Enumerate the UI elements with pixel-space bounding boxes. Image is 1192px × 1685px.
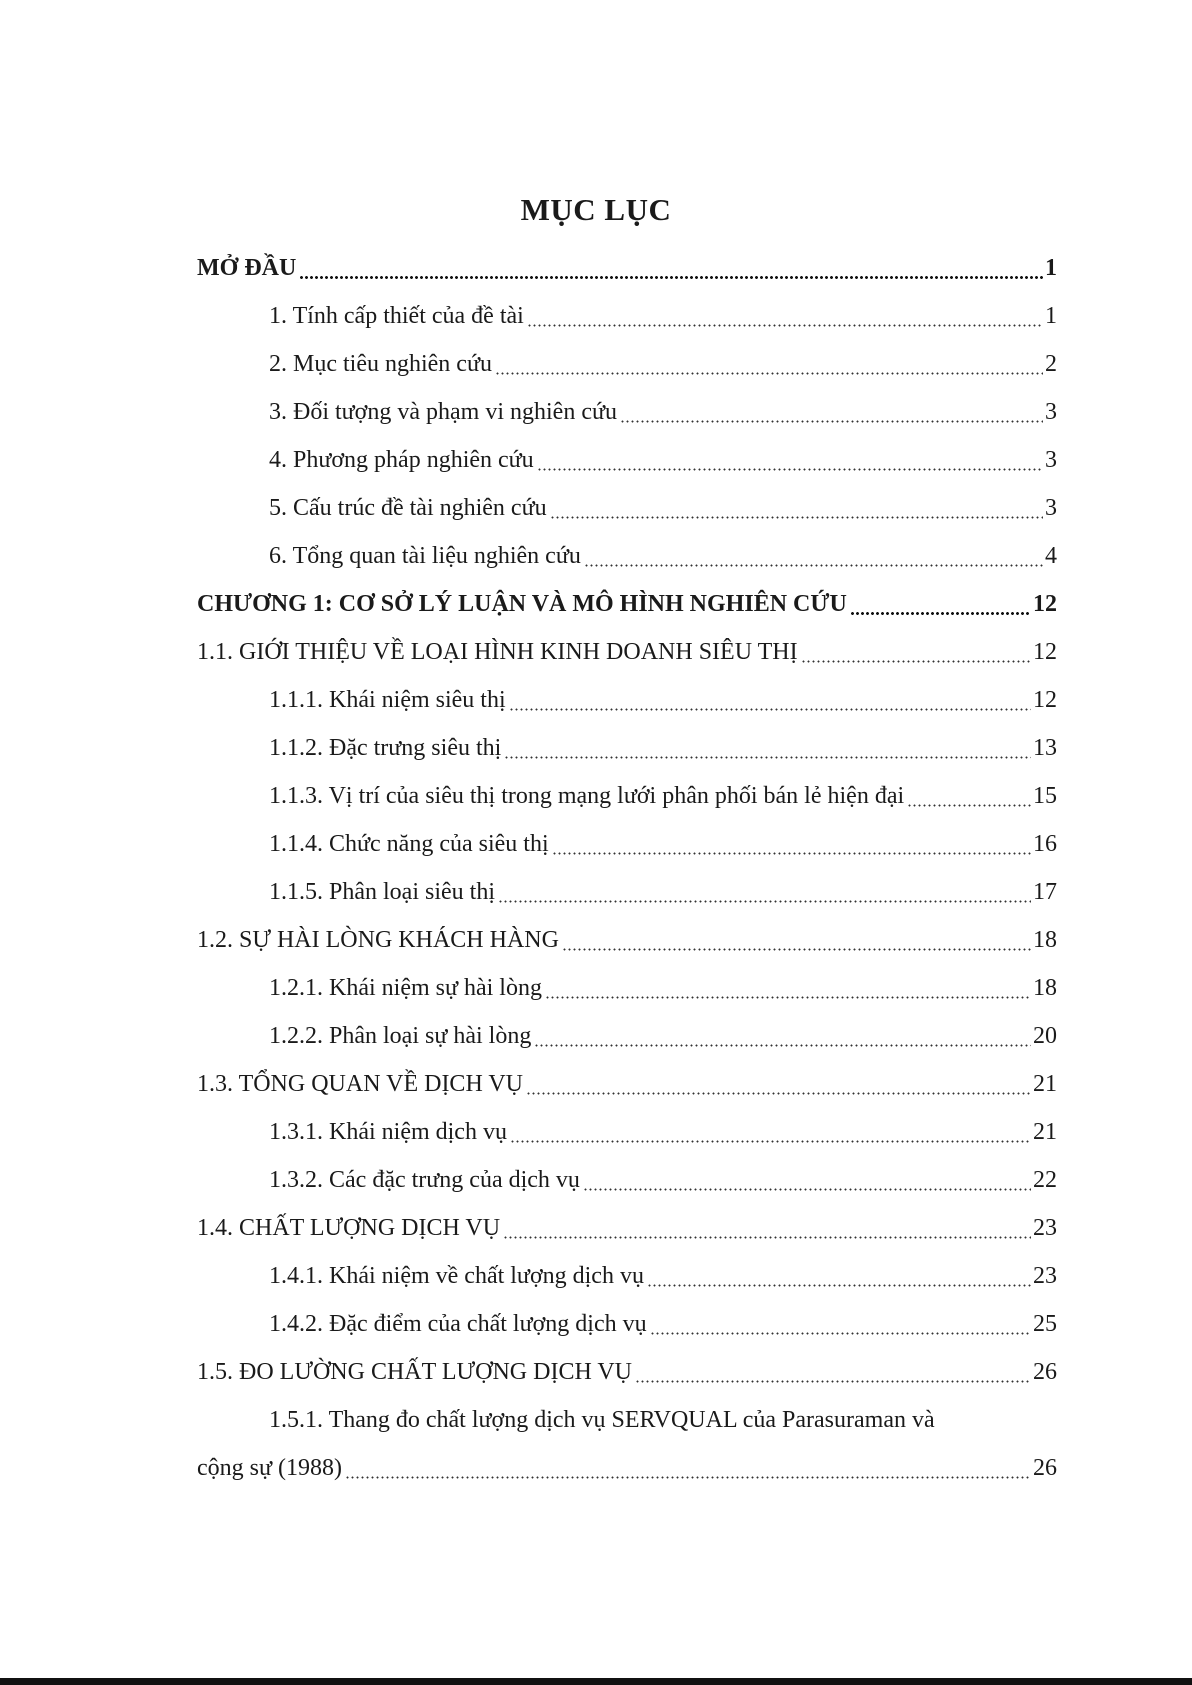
toc-page-number: 22	[1033, 1166, 1057, 1193]
toc-page-number: 23	[1033, 1214, 1057, 1241]
toc-page-number: 25	[1033, 1310, 1057, 1337]
toc-page-number: 18	[1033, 926, 1057, 953]
toc-entry[interactable]	[197, 292, 1057, 340]
dot-leader	[584, 544, 1043, 568]
toc-entry-text: 1.1.2. Đặc trưng siêu thị	[269, 734, 502, 761]
toc-page-number: 2	[1045, 350, 1057, 377]
toc-entry-text: 3. Đối tượng và phạm vi nghiên cứu	[269, 398, 617, 425]
dot-leader	[550, 496, 1043, 520]
toc-entry-text: 1.4.1. Khái niệm về chất lượng dịch vụ	[269, 1262, 644, 1289]
toc-entry[interactable]	[197, 628, 1057, 676]
toc-entry[interactable]	[197, 1060, 1057, 1108]
toc-entry[interactable]	[197, 916, 1057, 964]
toc-entry-text: MỞ ĐẦU	[197, 254, 297, 281]
toc-page-number: 21	[1033, 1070, 1057, 1097]
toc-entry[interactable]	[197, 580, 1057, 628]
dot-leader	[504, 736, 1031, 760]
toc-page-number: 26	[1033, 1358, 1057, 1385]
toc-page-number: 20	[1033, 1022, 1057, 1049]
dot-leader	[510, 1120, 1031, 1144]
dot-leader	[583, 1168, 1031, 1192]
toc-entry[interactable]	[197, 388, 1057, 436]
toc-entry[interactable]	[197, 484, 1057, 532]
toc-page-number: 12	[1033, 590, 1057, 617]
toc-entry-text: 1.3.2. Các đặc trưng của dịch vụ	[269, 1166, 580, 1193]
dot-leader	[801, 640, 1031, 664]
toc-entry[interactable]	[197, 724, 1057, 772]
toc-page-number: 16	[1033, 830, 1057, 857]
toc-entry-text: 1.1.5. Phân loại siêu thị	[269, 878, 495, 905]
toc-title: MỤC LỤC	[520, 192, 672, 227]
toc-entry-text: 1.4.2. Đặc điểm của chất lượng dịch vụ	[269, 1310, 647, 1337]
toc-page-number: 23	[1033, 1262, 1057, 1289]
toc-page-number: 13	[1033, 734, 1057, 761]
toc-page-number: 26	[1033, 1454, 1057, 1481]
toc-page-number: 12	[1033, 638, 1057, 665]
toc-entry[interactable]	[197, 868, 1057, 916]
toc-page-number: 21	[1033, 1118, 1057, 1145]
toc-entry[interactable]	[197, 1012, 1057, 1060]
dot-leader	[495, 352, 1043, 376]
toc-entry-text: 1.2. SỰ HÀI LÒNG KHÁCH HÀNG	[197, 926, 559, 953]
toc-entry-wrapped-first-line[interactable]	[197, 1396, 1057, 1444]
toc-entry-wrapped-second-line[interactable]	[197, 1444, 1057, 1492]
toc-entry-text: 1.4. CHẤT LƯỢNG DỊCH VỤ	[197, 1214, 501, 1241]
toc-entry-text: 1.5.1. Thang đo chất lượng dịch vụ SERVQUAL của Parasuraman và	[269, 1406, 935, 1433]
dot-leader	[345, 1456, 1031, 1480]
toc-entry[interactable]	[197, 436, 1057, 484]
dot-leader	[545, 976, 1031, 1000]
toc-entry-text: 6. Tổng quan tài liệu nghiên cứu	[269, 542, 581, 569]
toc-page-number: 18	[1033, 974, 1057, 1001]
toc-entry-text: 1.2.1. Khái niệm sự hài lòng	[269, 974, 542, 1001]
toc-page-number: 3	[1045, 446, 1057, 473]
dot-leader	[537, 448, 1043, 472]
bottom-border	[0, 1678, 1192, 1685]
dot-leader	[647, 1264, 1031, 1288]
toc-entry[interactable]	[197, 772, 1057, 820]
toc-entry-text: CHƯƠNG 1: CƠ SỞ LÝ LUẬN VÀ MÔ HÌNH NGHIÊN CỨU	[197, 590, 847, 617]
toc-page-number: 4	[1045, 542, 1057, 569]
dot-leader	[509, 688, 1031, 712]
dot-leader	[299, 256, 1043, 280]
toc-entry[interactable]	[197, 964, 1057, 1012]
toc-entry-text: 1.2.2. Phân loại sự hài lòng	[269, 1022, 532, 1049]
dot-leader	[650, 1312, 1031, 1336]
toc-entry[interactable]	[197, 820, 1057, 868]
toc-list	[197, 244, 1057, 1492]
toc-entry[interactable]	[197, 676, 1057, 724]
dot-leader	[562, 928, 1031, 952]
toc-page-number: 1	[1045, 254, 1057, 281]
toc-entry-text: 1.1. GIỚI THIỆU VỀ LOẠI HÌNH KINH DOANH SIÊU THỊ	[197, 638, 798, 665]
dot-leader	[620, 400, 1043, 424]
toc-entry-text: 2. Mục tiêu nghiên cứu	[269, 350, 492, 377]
toc-entry[interactable]	[197, 340, 1057, 388]
toc-entry[interactable]	[197, 1348, 1057, 1396]
toc-entry-text: 1.1.4. Chức năng của siêu thị	[269, 830, 549, 857]
toc-page-number: 15	[1033, 782, 1057, 809]
toc-entry-text: 1. Tính cấp thiết của đề tài	[269, 302, 524, 329]
toc-entry-text: 5. Cấu trúc đề tài nghiên cứu	[269, 494, 547, 521]
toc-entry-text: 1.5. ĐO LƯỜNG CHẤT LƯỢNG DỊCH VỤ	[197, 1358, 633, 1385]
toc-entry-text: cộng sự (1988)	[197, 1454, 342, 1481]
dot-leader	[534, 1024, 1031, 1048]
dot-leader	[527, 304, 1043, 328]
toc-entry-text: 1.1.1. Khái niệm siêu thị	[269, 686, 506, 713]
toc-entry-text: 1.1.3. Vị trí của siêu thị trong mạng lưới phân phối bán lẻ hiện đại	[269, 782, 905, 809]
toc-entry[interactable]	[197, 532, 1057, 580]
toc-entry[interactable]	[197, 1204, 1057, 1252]
dot-leader	[503, 1216, 1031, 1240]
toc-entry[interactable]	[197, 1300, 1057, 1348]
dot-leader	[850, 592, 1031, 616]
toc-page-number: 3	[1045, 398, 1057, 425]
toc-entry-text: 1.3. TỔNG QUAN VỀ DỊCH VỤ	[197, 1070, 524, 1097]
dot-leader	[635, 1360, 1031, 1384]
toc-page-number: 1	[1045, 302, 1057, 329]
toc-entry-text: 4. Phương pháp nghiên cứu	[269, 446, 534, 473]
toc-entry[interactable]	[197, 244, 1057, 292]
toc-entry[interactable]	[197, 1156, 1057, 1204]
toc-page-number: 12	[1033, 686, 1057, 713]
toc-page-number: 17	[1033, 878, 1057, 905]
toc-entry[interactable]	[197, 1252, 1057, 1300]
toc-page-number: 3	[1045, 494, 1057, 521]
dot-leader	[498, 880, 1031, 904]
toc-entry-text: 1.3.1. Khái niệm dịch vụ	[269, 1118, 507, 1145]
dot-leader	[552, 832, 1031, 856]
dot-leader	[526, 1072, 1031, 1096]
dot-leader	[907, 784, 1031, 808]
toc-entry[interactable]	[197, 1108, 1057, 1156]
